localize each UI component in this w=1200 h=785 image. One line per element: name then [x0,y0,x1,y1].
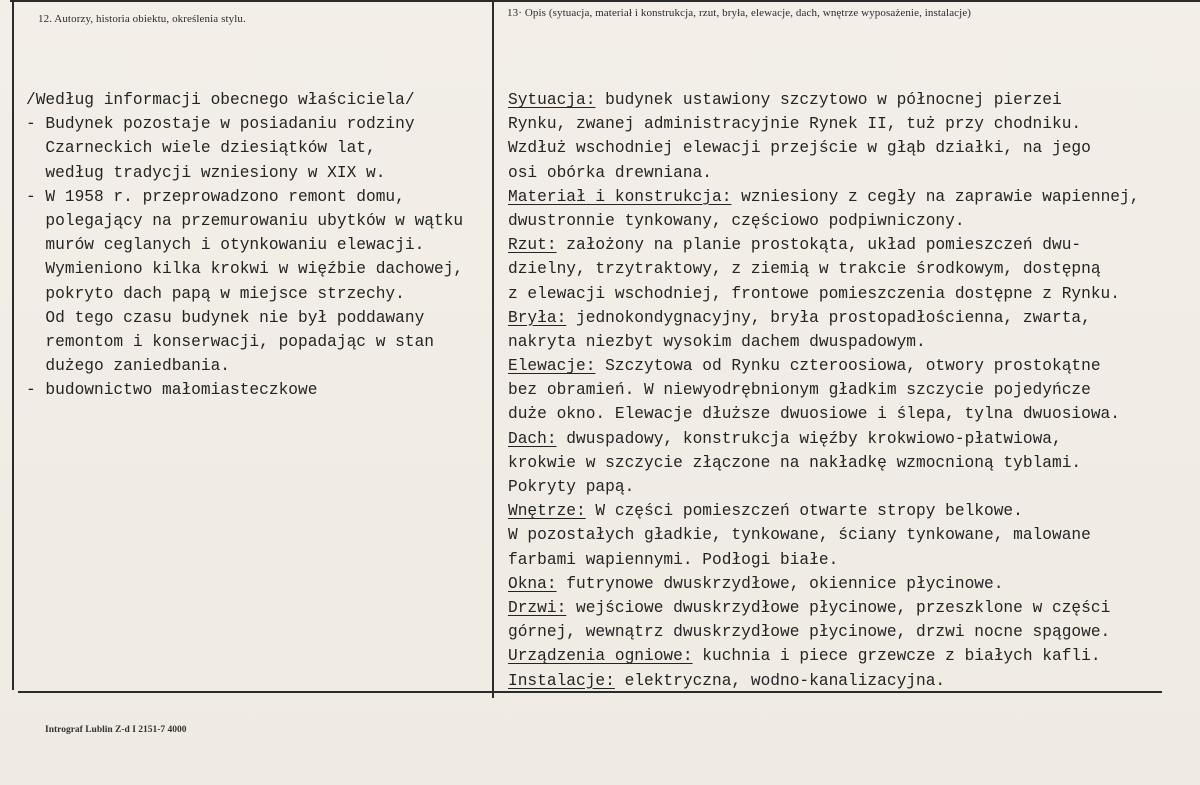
description-text: dwuspadowy, konstrukcja więźby krokwiowo-płatwiowa, [556,429,1062,448]
description-line [508,620,1139,644]
section-label: Okna: [508,574,557,593]
description-text: górnej, wewnątrz dwuskrzydłowe płycinowe, drzwi nocne spągowe. [508,623,1111,642]
description-text: W pozostałych gładkie, tynkowane, ściany tynkowane, malowane [508,526,1091,545]
description-line [508,475,1139,499]
left-section-heading: 12. Autorzy, historia obiektu, określenia stylu. [38,13,246,25]
description-line [508,572,1139,596]
description-text: Wzdłuż wschodniej elewacji przejście w głąb działki, na jego [508,139,1091,158]
section-label: Bryła: [508,308,567,327]
description-line [508,451,1139,475]
description-text: wzniesiony z cegły na zaprawie wapiennej, [731,187,1140,206]
description-line [508,112,1139,136]
description-text: dzielny, trzytraktowy, z ziemią w trakcie środkowym, dostępną [508,260,1101,279]
description-text: W części pomieszczeń otwarte stropy belkowe. [585,502,1023,521]
history-line: pokryto dach papą w miejsce strzechy. [26,284,405,303]
description-text: budynek ustawiony szczytowo w północnej pierzei [595,91,1062,109]
description-line [508,185,1139,209]
description-line [508,669,1139,693]
description-text: wejściowe dwuskrzydłowe płycinowe, przeszklone w części [566,598,1111,617]
description-line [508,402,1139,426]
description-line [508,136,1139,160]
description-text: Pokryty papą. [508,478,635,496]
history-line: Od tego czasu budynek nie był poddawany [26,308,425,327]
description-line [508,548,1139,572]
section-label: Urządzenia ogniowe: [508,647,693,666]
section-label: Sytuacja: [508,91,596,109]
description-line [508,523,1139,547]
column-divider [492,0,494,698]
left-border [12,0,14,690]
history-line: Wymieniono kilka krokwi w więźbie dachowej, [26,260,464,279]
description-text: osi obórka drewniana. [508,163,712,182]
history-line: Czarneckich wiele dziesiątków lat, [26,139,376,158]
section-label: Elewacje: [508,357,596,376]
description-text: nakryta niezbyt wysokim dachem dwuspadowym. [508,332,926,351]
description-line [508,427,1139,451]
right-section-heading: 13· Opis (sytuacja, materiał i konstrukcja, rzut, bryła, elewacje, dach, wnętrze wyposażenie, instalacje) [507,7,972,19]
description-line [508,257,1139,281]
description-line [508,88,1139,112]
description-text: założony na planie prostokąta, układ pomieszczeń dwu- [556,236,1082,255]
description-line [508,644,1139,668]
section-label: Wnętrze: [508,502,586,521]
description-line [508,282,1139,306]
description-line [508,161,1139,185]
description-line [508,499,1139,523]
description-line [508,330,1139,354]
description-text: farbami wapiennymi. Podłogi białe. [508,550,839,569]
description-text: z elewacji wschodniej, frontowe pomieszczenia dostępne z Rynku. [508,284,1120,303]
printer-imprint: Intrograf Lublin Z-d I 2151-7 4000 [45,725,187,735]
history-text-block [26,88,463,402]
top-rule [10,0,1200,2]
section-label: Rzut: [508,236,557,255]
history-line: remontom i konserwacji, popadając w stan [26,332,434,351]
history-line: dużego zaniedbania. [26,357,230,376]
description-text: elektryczna, wodno-kanalizacyjna. [614,671,946,690]
section-label: Drzwi: [508,598,567,617]
history-line: - budownictwo małomiasteczkowe [26,381,318,400]
description-line [508,354,1139,378]
description-line [508,233,1139,257]
description-line [508,209,1139,233]
history-line: murów ceglanych i otynkowaniu elewacji. [26,236,425,255]
section-label: Instalacje: [508,671,615,690]
description-text: krokwie w szczycie złączone na nakładkę wzmocnioną tyblami. [508,453,1082,472]
description-text: duże okno. Elewacje dłuższe dwuosiowe i ślepa, tylna dwuosiowa. [508,405,1120,424]
section-label: Materiał i konstrukcja: [508,187,732,206]
description-text: kuchnia i piece grzewcze z białych kafli. [692,647,1101,666]
description-text: Rynku, zwanej administracyjnie Rynek II, tuż przy chodniku. [508,115,1082,134]
history-line: polegający na przemurowaniu ubytków w wątku [26,211,464,230]
history-line: /Według informacji obecnego właściciela/ [26,91,415,109]
section-label: Dach: [508,429,557,448]
history-line: według tradycji wzniesiony w XIX w. [26,163,386,182]
description-text: dwustronnie tynkowany, częściowo podpiwniczony. [508,211,965,230]
description-line [508,596,1139,620]
description-text: jednokondygnacyjny, bryła prostopadłościenna, zwarta, [566,308,1091,327]
description-text: Szczytowa od Rynku czteroosiowa, otwory prostokątne [595,357,1101,376]
history-line: - W 1958 r. przeprowadzono remont domu, [26,187,405,206]
description-text-block [508,88,1139,693]
history-line: - Budynek pozostaje w posiadaniu rodziny [26,115,415,134]
description-line [508,306,1139,330]
description-text: futrynowe dwuskrzydłowe, okiennice płycinowe. [556,574,1004,593]
description-line [508,378,1139,402]
description-text: bez obramień. W niewyodrębnionym gładkim szczycie pojedyńcze [508,381,1091,400]
